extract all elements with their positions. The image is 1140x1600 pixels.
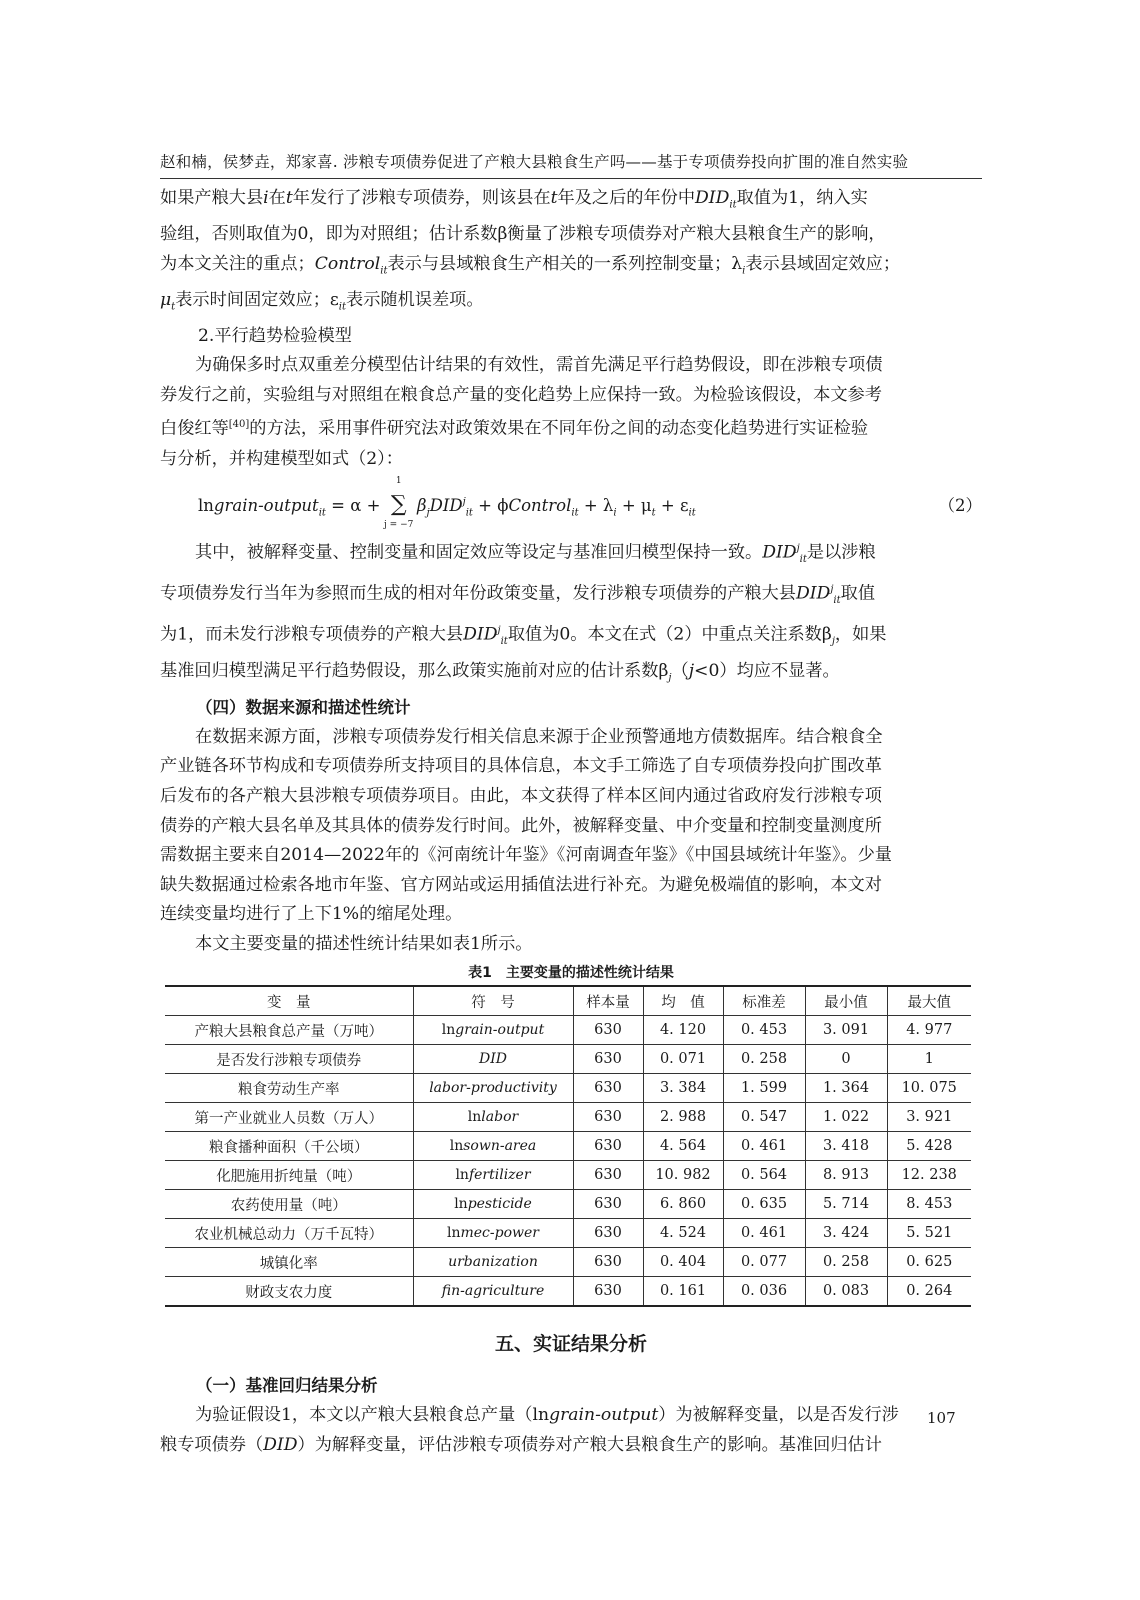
superscript: j bbox=[830, 584, 834, 596]
cell-n: 630 bbox=[573, 1277, 643, 1307]
subscript: j bbox=[668, 672, 672, 684]
cell-min: 8. 913 bbox=[805, 1161, 887, 1190]
subscript: j bbox=[831, 636, 835, 648]
subheading-parallel-trend: 2.平行趋势检验模型 bbox=[198, 325, 352, 346]
eq-ln: ln bbox=[198, 496, 214, 516]
sum-upper-limit: 1 bbox=[395, 476, 402, 487]
cell-min: 1. 022 bbox=[805, 1103, 887, 1132]
symbol-name: labor bbox=[481, 1109, 519, 1126]
text: <0）均应不显著。 bbox=[694, 660, 840, 681]
cell-min: 0. 258 bbox=[805, 1248, 887, 1277]
column-header: 标准差 bbox=[723, 986, 805, 1016]
cell-symbol bbox=[413, 1161, 573, 1190]
cell-sd: 0. 547 bbox=[723, 1103, 805, 1132]
column-header: 最大值 bbox=[887, 986, 971, 1016]
table-header-row bbox=[165, 986, 971, 1016]
text-line: 券发行之前，实验组与对照组在粮食总产量的变化趋势上应保持一致。为检验该假设，本文参考 bbox=[160, 384, 882, 405]
cell-variable: 农药使用量（吨） bbox=[165, 1190, 413, 1219]
header-rule bbox=[160, 178, 982, 179]
text-line: 需数据主要来自2014—2022年的《河南统计年鉴》《河南调查年鉴》《中国县域统计年鉴》。少量 bbox=[160, 845, 892, 866]
cell-symbol bbox=[413, 1103, 573, 1132]
sigma-glyph: ∑ bbox=[390, 492, 407, 518]
text: ，如果 bbox=[834, 624, 887, 645]
cell-max: 8. 453 bbox=[887, 1190, 971, 1219]
cell-n: 630 bbox=[573, 1190, 643, 1219]
ln-prefix: ln bbox=[455, 1167, 469, 1184]
paragraph-did-definition bbox=[160, 184, 982, 322]
cell-symbol bbox=[413, 1016, 573, 1045]
cell-min: 3. 424 bbox=[805, 1219, 887, 1248]
text-line bbox=[160, 1431, 982, 1461]
text: 其中，被解释变量、控制变量和固定效应等设定与基准回归模型保持一致。 bbox=[195, 543, 763, 564]
text: 白俊红等 bbox=[160, 419, 229, 440]
text: 在 bbox=[268, 188, 286, 208]
text: 表示随机误差项。 bbox=[346, 289, 484, 310]
ln-prefix: ln bbox=[441, 1022, 456, 1039]
text: 表示时间固定效应；ε bbox=[175, 289, 339, 310]
text: 取值为1，纳入实 bbox=[736, 188, 868, 208]
cell-mean: 4. 564 bbox=[643, 1132, 723, 1161]
table-row bbox=[165, 1016, 971, 1045]
body-text bbox=[160, 184, 982, 1461]
text: 为验证假设1，本文以产粮大县粮食总产量（ln bbox=[195, 1405, 550, 1426]
var-mu: μ bbox=[160, 289, 172, 310]
summation-symbol bbox=[384, 476, 414, 531]
descriptive-stats-table bbox=[165, 985, 971, 1307]
cell-symbol bbox=[413, 1132, 573, 1161]
sum-lower-limit: j = −7 bbox=[384, 520, 414, 531]
text: 表示与县域粮食生产相关的一系列控制变量；λ bbox=[387, 253, 743, 274]
cell-mean: 0. 404 bbox=[643, 1248, 723, 1277]
text-line bbox=[160, 616, 982, 657]
text-line: 缺失数据通过检索各地市年鉴、官方网站或运用插值法进行补充。为避免极端值的影响，本文对 bbox=[160, 874, 882, 895]
cell-symbol bbox=[413, 1190, 573, 1219]
paragraph-variables bbox=[160, 534, 982, 692]
text-line bbox=[160, 410, 982, 444]
eq-operator: + λ bbox=[578, 496, 614, 516]
cell-sd: 0. 453 bbox=[723, 1016, 805, 1045]
cell-max: 0. 264 bbox=[887, 1277, 971, 1307]
symbol-name: sown-area bbox=[463, 1138, 537, 1155]
cell-variable: 产粮大县粮食总产量（万吨） bbox=[165, 1016, 413, 1045]
text-line: 产业链各环节构成和专项债券所支持项目的具体信息，本文手工筛选了自专项债券投向扩围改革 bbox=[160, 756, 882, 777]
section-title: 五、实证结果分析 bbox=[494, 1333, 647, 1356]
column-header: 最小值 bbox=[805, 986, 887, 1016]
text-line: 后发布的各产粮大县涉粮专项债券项目。由此，本文获得了样本区间内通过省政府发行涉粮专项 bbox=[160, 785, 882, 806]
cell-mean: 0. 071 bbox=[643, 1045, 723, 1074]
text-line bbox=[160, 1401, 982, 1431]
text-line bbox=[160, 286, 982, 322]
text: （ bbox=[671, 660, 689, 681]
table-row bbox=[165, 1248, 971, 1277]
subscript: it bbox=[380, 265, 388, 277]
symbol-name: grain-output bbox=[455, 1022, 545, 1039]
var-t: t bbox=[285, 188, 293, 208]
subheading-baseline-regression: （一）基准回归结果分析 bbox=[196, 1376, 378, 1396]
column-header: 变 量 bbox=[165, 986, 413, 1016]
text-line: 验组，否则取值为0，即为对照组；估计系数β衡量了涉粮专项债券对产粮大县粮食生产的影响， bbox=[160, 224, 886, 245]
ln-prefix: ln bbox=[447, 1225, 461, 1242]
cell-n: 630 bbox=[573, 1219, 643, 1248]
cell-sd: 0. 258 bbox=[723, 1045, 805, 1074]
cell-sd: 0. 635 bbox=[723, 1190, 805, 1219]
subheading-data-sources: （四）数据来源和描述性统计 bbox=[196, 697, 411, 717]
text: 专项债券发行当年为参照而生成的相对年份政策变量，发行涉粮专项债券的产粮大县 bbox=[160, 583, 796, 604]
var-did: DID bbox=[463, 624, 498, 645]
text-line: 本文主要变量的描述性统计结果如表1所示。 bbox=[195, 933, 533, 954]
page-number: 107 bbox=[927, 1409, 956, 1427]
text: 年发行了涉粮专项债券，则该县在 bbox=[292, 188, 551, 208]
cell-symbol: urbanization bbox=[413, 1248, 573, 1277]
text: ）为被解释变量，以是否发行涉 bbox=[658, 1405, 899, 1426]
cell-n: 630 bbox=[573, 1045, 643, 1074]
cell-max: 10. 075 bbox=[887, 1074, 971, 1103]
cell-variable: 化肥施用折纯量（吨） bbox=[165, 1161, 413, 1190]
paragraph-table-intro bbox=[160, 930, 982, 960]
cell-sd: 0. 461 bbox=[723, 1219, 805, 1248]
text-line: 债券的产粮大县名单及其具体的债券发行时间。此外，被解释变量、中介变量和控制变量测度所 bbox=[160, 815, 882, 836]
cell-mean: 3. 384 bbox=[643, 1074, 723, 1103]
symbol-name: pesticide bbox=[467, 1196, 532, 1213]
eq-control: Control bbox=[508, 496, 572, 516]
text: 年及之后的年份中 bbox=[557, 188, 696, 208]
subscript: it bbox=[729, 199, 737, 211]
cell-min: 3. 091 bbox=[805, 1016, 887, 1045]
eq-lhs-var: grain-output bbox=[213, 496, 319, 516]
text: 为1，而未发行涉粮专项债券的产粮大县 bbox=[160, 624, 464, 645]
cell-symbol: labor-productivity bbox=[413, 1074, 573, 1103]
cell-sd: 0. 461 bbox=[723, 1132, 805, 1161]
symbol-name: mec-power bbox=[460, 1225, 539, 1242]
table-row bbox=[165, 1277, 971, 1307]
subscript: it bbox=[465, 507, 473, 519]
cell-min: 0 bbox=[805, 1045, 887, 1074]
citation-ref: [40] bbox=[228, 419, 250, 431]
cell-n: 630 bbox=[573, 1132, 643, 1161]
subscript: j bbox=[426, 507, 430, 519]
eq-did: DID bbox=[429, 496, 463, 516]
cell-symbol: DID bbox=[413, 1045, 573, 1074]
cell-symbol: fin-agriculture bbox=[413, 1277, 573, 1307]
subscript: i bbox=[742, 265, 746, 277]
cell-variable: 第一产业就业人员数（万人） bbox=[165, 1103, 413, 1132]
cell-max: 1 bbox=[887, 1045, 971, 1074]
table-row bbox=[165, 1103, 971, 1132]
cell-n: 630 bbox=[573, 1074, 643, 1103]
text: 为本文关注的重点； bbox=[160, 253, 315, 274]
cell-mean: 0. 161 bbox=[643, 1277, 723, 1307]
paragraph-baseline bbox=[160, 1401, 982, 1460]
subscript: it bbox=[338, 301, 347, 313]
text: ）为解释变量，评估涉粮专项债券对产粮大县粮食生产的影响。基准回归估计 bbox=[297, 1435, 882, 1456]
table-row bbox=[165, 1045, 971, 1074]
text: 取值 bbox=[840, 583, 876, 604]
text: 的方法，采用事件研究法对政策效果在不同年份之间的动态变化趋势进行实证检验 bbox=[249, 419, 869, 440]
cell-max: 5. 428 bbox=[887, 1132, 971, 1161]
table-row bbox=[165, 1132, 971, 1161]
text: 是以涉粮 bbox=[806, 543, 876, 564]
cell-n: 630 bbox=[573, 1248, 643, 1277]
cell-variable: 农业机械总动力（万千瓦特） bbox=[165, 1219, 413, 1248]
subscript: it bbox=[833, 595, 841, 607]
cell-mean: 4. 524 bbox=[643, 1219, 723, 1248]
text-line bbox=[160, 657, 982, 693]
subscript: i bbox=[613, 507, 617, 519]
text-line bbox=[160, 184, 982, 220]
ln-prefix: ln bbox=[449, 1138, 464, 1155]
cell-variable: 粮食劳动生产率 bbox=[165, 1074, 413, 1103]
var-control: Control bbox=[314, 253, 381, 274]
subscript: it bbox=[500, 636, 508, 648]
ln-prefix: ln bbox=[454, 1196, 468, 1213]
column-header: 样本量 bbox=[573, 986, 643, 1016]
superscript: j bbox=[497, 624, 501, 636]
text: 粮专项债券（ bbox=[160, 1435, 264, 1456]
cell-n: 630 bbox=[573, 1103, 643, 1132]
text-line: 与分析，并构建模型如式（2）： bbox=[160, 448, 403, 469]
subscript: it bbox=[318, 507, 326, 519]
text-line: 为确保多时点双重差分模型估计结果的有效性，需首先满足平行趋势假设，即在涉粮专项债 bbox=[195, 355, 883, 376]
symbol-name: fertilizer bbox=[468, 1167, 531, 1184]
text-line: 在数据来源方面，涉粮专项债券发行相关信息来源于企业预警通地方债数据库。结合粮食全 bbox=[195, 726, 883, 747]
paragraph-parallel-trend bbox=[160, 351, 982, 474]
table-row bbox=[165, 1219, 971, 1248]
var-j: j bbox=[688, 660, 695, 681]
var-i: i bbox=[263, 188, 269, 208]
eq-beta: β bbox=[416, 496, 427, 516]
ln-prefix: ln bbox=[467, 1109, 482, 1126]
cell-max: 0. 625 bbox=[887, 1248, 971, 1277]
running-head: 赵和楠，侯梦垚，郑家喜. 涉粮专项债券促进了产粮大县粮食生产吗——基于专项债券投向扩围的准自然实验 bbox=[160, 153, 909, 171]
cell-sd: 0. 564 bbox=[723, 1161, 805, 1190]
cell-symbol bbox=[413, 1219, 573, 1248]
cell-mean: 2. 988 bbox=[643, 1103, 723, 1132]
var-grain-output: grain-output bbox=[549, 1405, 659, 1426]
cell-max: 12. 238 bbox=[887, 1161, 971, 1190]
cell-mean: 4. 120 bbox=[643, 1016, 723, 1045]
cell-min: 1. 364 bbox=[805, 1074, 887, 1103]
cell-n: 630 bbox=[573, 1016, 643, 1045]
cell-variable: 是否发行涉粮专项债券 bbox=[165, 1045, 413, 1074]
text-line bbox=[160, 250, 982, 286]
subscript: it bbox=[688, 507, 696, 519]
cell-max: 4. 977 bbox=[887, 1016, 971, 1045]
cell-max: 3. 921 bbox=[887, 1103, 971, 1132]
text-line: 连续变量均进行了上下1%的缩尾处理。 bbox=[160, 904, 463, 925]
eq-operator: + ϕ bbox=[472, 496, 509, 516]
cell-n: 630 bbox=[573, 1161, 643, 1190]
cell-variable: 城镇化率 bbox=[165, 1248, 413, 1277]
cell-variable: 粮食播种面积（千公顷） bbox=[165, 1132, 413, 1161]
eq-operator: + ε bbox=[655, 496, 689, 516]
table-row bbox=[165, 1074, 971, 1103]
var-did: DID bbox=[762, 543, 797, 564]
cell-variable: 财政支农力度 bbox=[165, 1277, 413, 1307]
cell-min: 3. 418 bbox=[805, 1132, 887, 1161]
equation-body bbox=[198, 476, 696, 531]
var-did: DID bbox=[695, 188, 730, 208]
var-t: t bbox=[550, 188, 558, 208]
cell-max: 5. 521 bbox=[887, 1219, 971, 1248]
text: 取值为0。本文在式（2）中重点关注系数β bbox=[507, 624, 832, 645]
equation-2 bbox=[160, 474, 982, 534]
paragraph-data-sources bbox=[160, 723, 982, 930]
subscript: it bbox=[799, 554, 807, 566]
text-line bbox=[160, 575, 982, 616]
cell-sd: 1. 599 bbox=[723, 1074, 805, 1103]
column-header: 均 值 bbox=[643, 986, 723, 1016]
var-did: DID bbox=[263, 1435, 298, 1456]
text: 表示县域固定效应； bbox=[745, 253, 901, 274]
text-line bbox=[160, 534, 982, 575]
superscript: j bbox=[796, 543, 800, 555]
eq-operator: + μ bbox=[616, 496, 652, 516]
cell-min: 5. 714 bbox=[805, 1190, 887, 1219]
table-row bbox=[165, 1161, 971, 1190]
column-header: 符 号 bbox=[413, 986, 573, 1016]
equation-number: （2） bbox=[938, 496, 982, 516]
subscript: it bbox=[571, 507, 579, 519]
superscript: j bbox=[462, 496, 466, 508]
cell-sd: 0. 077 bbox=[723, 1248, 805, 1277]
subscript: t bbox=[171, 301, 176, 313]
cell-min: 0. 083 bbox=[805, 1277, 887, 1307]
cell-sd: 0. 036 bbox=[723, 1277, 805, 1307]
var-did: DID bbox=[795, 583, 831, 604]
cell-mean: 6. 860 bbox=[643, 1190, 723, 1219]
cell-mean: 10. 982 bbox=[643, 1161, 723, 1190]
eq-operator: = α + bbox=[325, 496, 386, 516]
table-caption: 表1 主要变量的描述性统计结果 bbox=[468, 965, 674, 982]
table-row bbox=[165, 1190, 971, 1219]
text: 如果产粮大县 bbox=[160, 188, 264, 208]
subscript: t bbox=[651, 507, 656, 519]
text: 基准回归模型满足平行趋势假设，那么政策实施前对应的估计系数β bbox=[160, 660, 669, 681]
